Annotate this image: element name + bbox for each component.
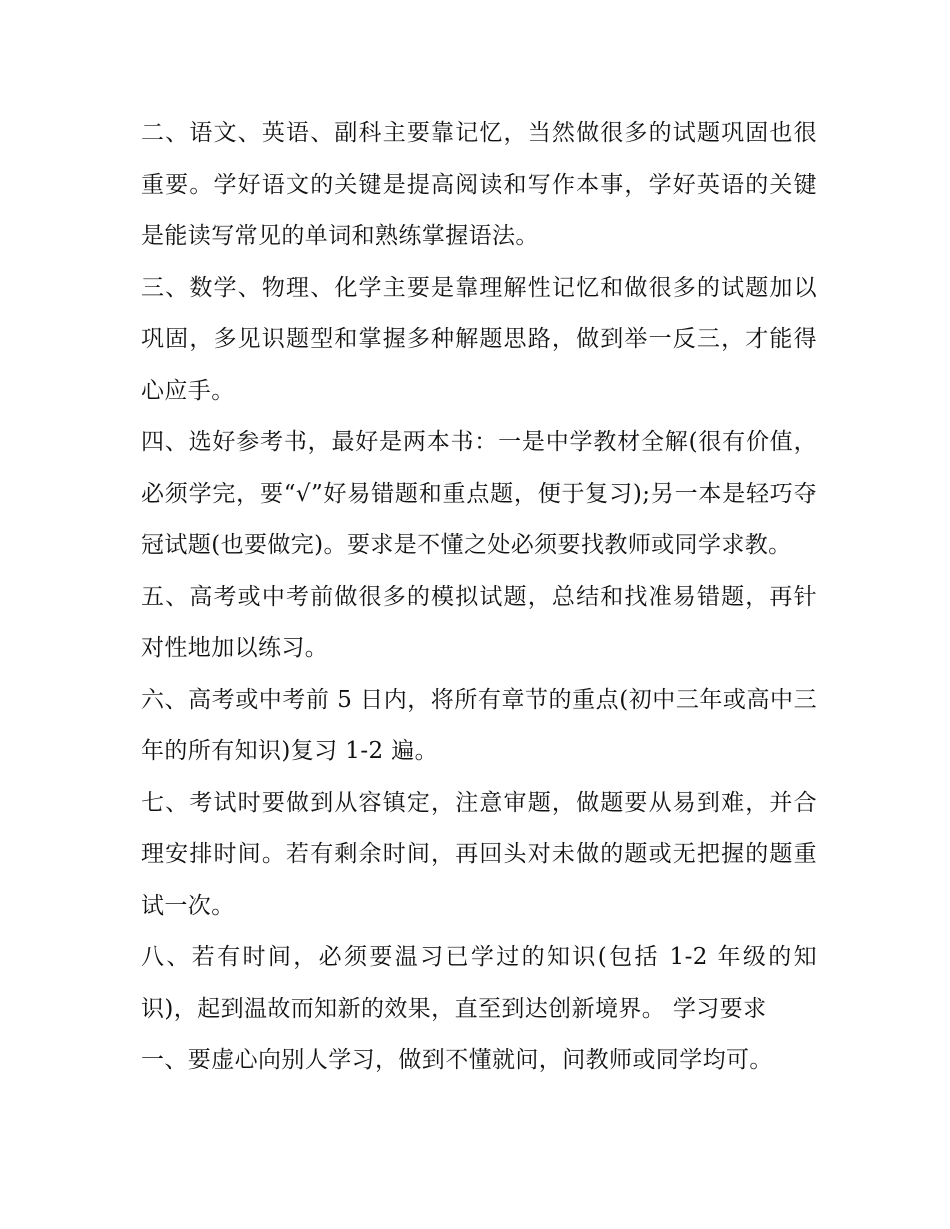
paragraph-5: 五、高考或中考前做很多的模拟试题，总结和找准易错题，再针对性地加以练习。	[141, 583, 817, 661]
paragraph-6: 六、高考或中考前 5 日内，将所有章节的重点(初中三年或高中三年的所有知识)复习 1-2 遍。	[141, 686, 817, 764]
document-body	[141, 108, 817, 1087]
paragraph-3: 三、数学、物理、化学主要是靠理解性记忆和做很多的试题加以巩固，多见识题型和掌握多种解题思路，做到举一反三，才能得心应手。	[141, 274, 817, 404]
paragraph-2: 二、语文、英语、副科主要靠记忆，当然做很多的试题巩固也很重要。学好语文的关键是提高阅读和写作本事，学好英语的关键是能读写常见的单词和熟练掌握语法。	[141, 120, 817, 249]
paragraph-requirement-1: 一、要虚心向别人学习，做到不懂就问，问教师或同学均可。	[141, 1047, 773, 1073]
paragraph-8: 八、若有时间，必须要温习已学过的知识(包括 1-2 年级的知识)，起到温故而知新的效果，直至到达创新境界。 学习要求	[141, 944, 817, 1022]
paragraph-7: 七、考试时要做到从容镇定，注意审题，做题要从易到难，并合理安排时间。若有剩余时间，再回头对未做的题或无把握的题重试一次。	[141, 789, 817, 919]
paragraph-4: 四、选好参考书，最好是两本书：一是中学教材全解(很有价值，必须学完，要“√”好易错题和重点题，便于复习);另一本是轻巧夺冠试题(也要做完)。要求是不懂之处必须要找教师或同学求教。	[141, 429, 817, 558]
